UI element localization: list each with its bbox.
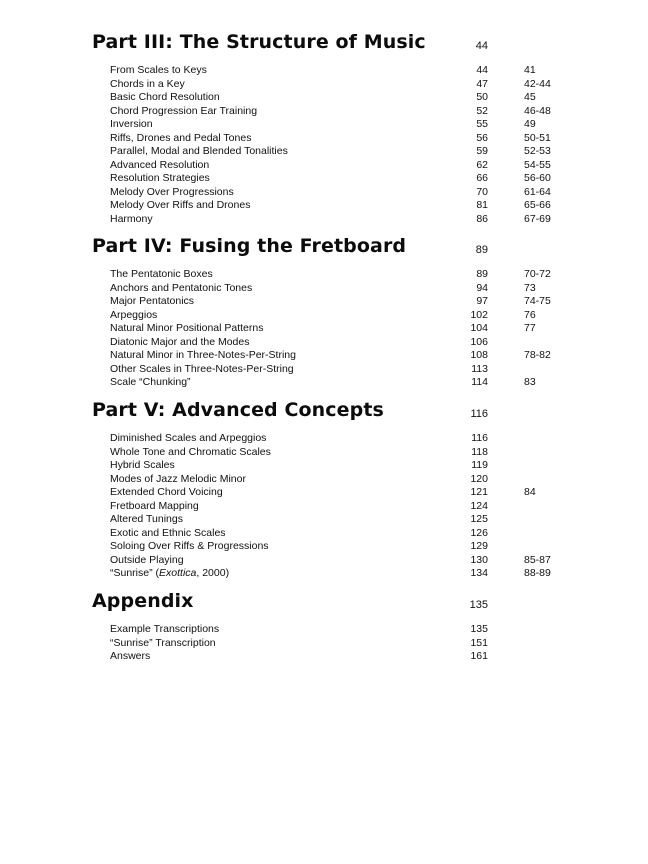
list-item [0, 132, 648, 146]
entry-track-number: 84 [524, 486, 536, 499]
entry-track-number: 46-48 [524, 104, 551, 117]
section-appendix [0, 586, 648, 664]
entry-title: The Pentatonic Boxes [110, 268, 213, 280]
entry-title: Exotic and Ethnic Scales [110, 526, 226, 539]
entry-track-number: 56-60 [524, 172, 551, 185]
entry-page-number: 116 [471, 432, 488, 444]
entry-title: Answers [110, 650, 151, 663]
list-item [0, 376, 648, 390]
section-title: Part III: The Structure of Music [92, 31, 426, 53]
list-item [0, 268, 648, 282]
entry-title: Diatonic Major and the Modes [110, 335, 250, 348]
entry-track-number: 41 [524, 64, 536, 76]
section-title: Part IV: Fusing the Fretboard [92, 235, 407, 257]
entry-track-number: 74-75 [524, 295, 551, 308]
list-item [0, 540, 648, 554]
entry-page-number: 106 [470, 335, 488, 348]
entry-title: From Scales to Keys [110, 64, 207, 76]
entry-page-number: 97 [476, 295, 488, 308]
list-item [0, 513, 648, 527]
list-item [0, 213, 648, 227]
entry-track-number: 76 [524, 308, 536, 321]
entry-title-album: Exottica [159, 567, 197, 580]
entry-title: Scale “Chunking” [110, 376, 191, 389]
entry-track-number: 67-69 [524, 213, 551, 226]
list-item [0, 567, 648, 581]
entry-track-number: 78-82 [524, 349, 551, 362]
entry-page-number: 52 [476, 104, 488, 117]
entry-list [0, 268, 648, 390]
list-item [0, 105, 648, 119]
entry-title: Example Transcriptions [110, 623, 220, 635]
list-item [0, 282, 648, 296]
list-item [0, 159, 648, 173]
entry-title: Inversion [110, 118, 153, 131]
entry-page-number: 104 [470, 322, 488, 335]
entry-title: Diminished Scales and Arpeggios [110, 432, 267, 444]
entry-page-number: 121 [470, 486, 488, 499]
list-item [0, 650, 648, 664]
entry-page-number: 56 [476, 131, 488, 144]
entry-title-before: “Sunrise” ( [110, 567, 160, 580]
entry-page-number: 129 [470, 540, 488, 553]
entry-list [0, 623, 648, 664]
entry-page-number: 89 [476, 268, 488, 280]
entry-track-number: 50-51 [524, 131, 551, 144]
section-header [0, 27, 648, 57]
entry-title: Basic Chord Resolution [110, 91, 220, 104]
entry-page-number: 47 [476, 77, 488, 90]
entry-title: Resolution Strategies [110, 172, 210, 185]
section-part-v [0, 395, 648, 581]
entry-title: Soloing Over Riffs & Progressions [110, 540, 269, 553]
entry-track-number: 85-87 [524, 553, 551, 566]
list-item [0, 322, 648, 336]
entry-page-number: 134 [470, 567, 488, 580]
entry-page-number: 44 [476, 64, 488, 76]
entry-page-number: 94 [476, 281, 488, 294]
section-page-number: 116 [470, 408, 488, 420]
list-item [0, 527, 648, 541]
entry-title: Anchors and Pentatonic Tones [110, 281, 253, 294]
list-item [0, 145, 648, 159]
entry-track-number: 52-53 [524, 145, 551, 158]
entry-title-after: , 2000) [196, 567, 230, 580]
section-page-number: 44 [475, 40, 488, 52]
entry-track-number: 54-55 [524, 158, 551, 171]
entry-title: Outside Playing [110, 553, 184, 566]
list-item [0, 446, 648, 460]
list-item [0, 637, 648, 651]
entry-title: Whole Tone and Chromatic Scales [110, 445, 271, 458]
list-item [0, 432, 648, 446]
entry-title: Extended Chord Voicing [110, 486, 223, 499]
entry-title: Altered Tunings [110, 513, 183, 526]
entry-title: Riffs, Drones and Pedal Tones [110, 131, 252, 144]
entry-page-number: 135 [470, 623, 488, 635]
entry-track-number: 70-72 [524, 268, 551, 280]
entry-title: Fretboard Mapping [110, 499, 199, 512]
entry-title: Natural Minor Positional Patterns [110, 322, 264, 335]
list-item [0, 118, 648, 132]
entry-track-number: 73 [524, 281, 536, 294]
entry-track-number: 42-44 [524, 77, 551, 90]
entry-page-number: 119 [471, 459, 488, 472]
list-item [0, 199, 648, 213]
section-part-iii [0, 27, 648, 227]
entry-track-number: 88-89 [524, 567, 551, 580]
entry-track-number: 49 [524, 118, 536, 131]
list-item [0, 186, 648, 200]
entry-page-number: 102 [470, 308, 488, 321]
entry-track-number: 65-66 [524, 199, 551, 212]
entry-title: Harmony [110, 213, 153, 226]
list-item [0, 349, 648, 363]
section-page-number: 89 [475, 244, 488, 256]
entry-title: Modes of Jazz Melodic Minor [110, 472, 246, 485]
entry-title: Parallel, Modal and Blended Tonalities [110, 145, 288, 158]
section-page-number: 135 [469, 599, 488, 611]
list-item [0, 473, 648, 487]
entry-title: Melody Over Riffs and Drones [110, 199, 251, 212]
entry-track-number: 83 [524, 376, 536, 389]
entry-page-number: 50 [476, 91, 488, 104]
section-header [0, 395, 648, 425]
section-header [0, 231, 648, 261]
entry-page-number: 130 [470, 553, 488, 566]
entry-title: Other Scales in Three-Notes-Per-String [110, 362, 294, 375]
entry-title [110, 567, 229, 581]
list-item [0, 363, 648, 377]
entry-page-number: 120 [470, 472, 488, 485]
list-item [0, 91, 648, 105]
entry-track-number: 77 [524, 322, 536, 335]
list-item [0, 336, 648, 350]
entry-page-number: 151 [470, 636, 488, 649]
entry-title: Hybrid Scales [110, 459, 175, 472]
entry-page-number: 86 [476, 213, 488, 226]
list-item [0, 64, 648, 78]
entry-title: Chord Progression Ear Training [110, 104, 258, 117]
entry-title: “Sunrise” Transcription [110, 636, 216, 649]
entry-list [0, 64, 648, 227]
entry-page-number: 118 [471, 445, 488, 458]
list-item [0, 309, 648, 323]
entry-page-number: 62 [476, 158, 488, 171]
list-item [0, 623, 648, 637]
entry-title: Chords in a Key [110, 77, 185, 90]
entry-page-number: 66 [476, 172, 488, 185]
list-item [0, 554, 648, 568]
entry-page-number: 81 [476, 199, 488, 212]
section-title: Part V: Advanced Concepts [92, 399, 384, 421]
section-header [0, 586, 648, 616]
entry-title: Natural Minor in Three-Notes-Per-String [110, 349, 296, 362]
entry-page-number: 114 [471, 376, 488, 389]
entry-page-number: 70 [476, 185, 488, 198]
entry-page-number: 161 [470, 650, 488, 663]
list-item [0, 172, 648, 186]
entry-page-number: 125 [470, 513, 488, 526]
entry-title: Melody Over Progressions [110, 185, 234, 198]
section-part-iv [0, 231, 648, 390]
entry-list [0, 432, 648, 581]
list-item [0, 500, 648, 514]
list-item [0, 78, 648, 92]
entry-page-number: 59 [476, 145, 488, 158]
entry-page-number: 113 [471, 362, 488, 375]
entry-page-number: 126 [470, 526, 488, 539]
list-item [0, 486, 648, 500]
entry-page-number: 108 [470, 349, 488, 362]
entry-title: Arpeggios [110, 308, 158, 321]
entry-page-number: 124 [470, 499, 488, 512]
section-title: Appendix [92, 590, 194, 612]
entry-page-number: 55 [476, 118, 488, 131]
entry-track-number: 45 [524, 91, 536, 104]
entry-title: Major Pentatonics [110, 295, 195, 308]
entry-track-number: 61-64 [524, 185, 551, 198]
entry-title: Advanced Resolution [110, 158, 210, 171]
list-item [0, 295, 648, 309]
list-item [0, 459, 648, 473]
